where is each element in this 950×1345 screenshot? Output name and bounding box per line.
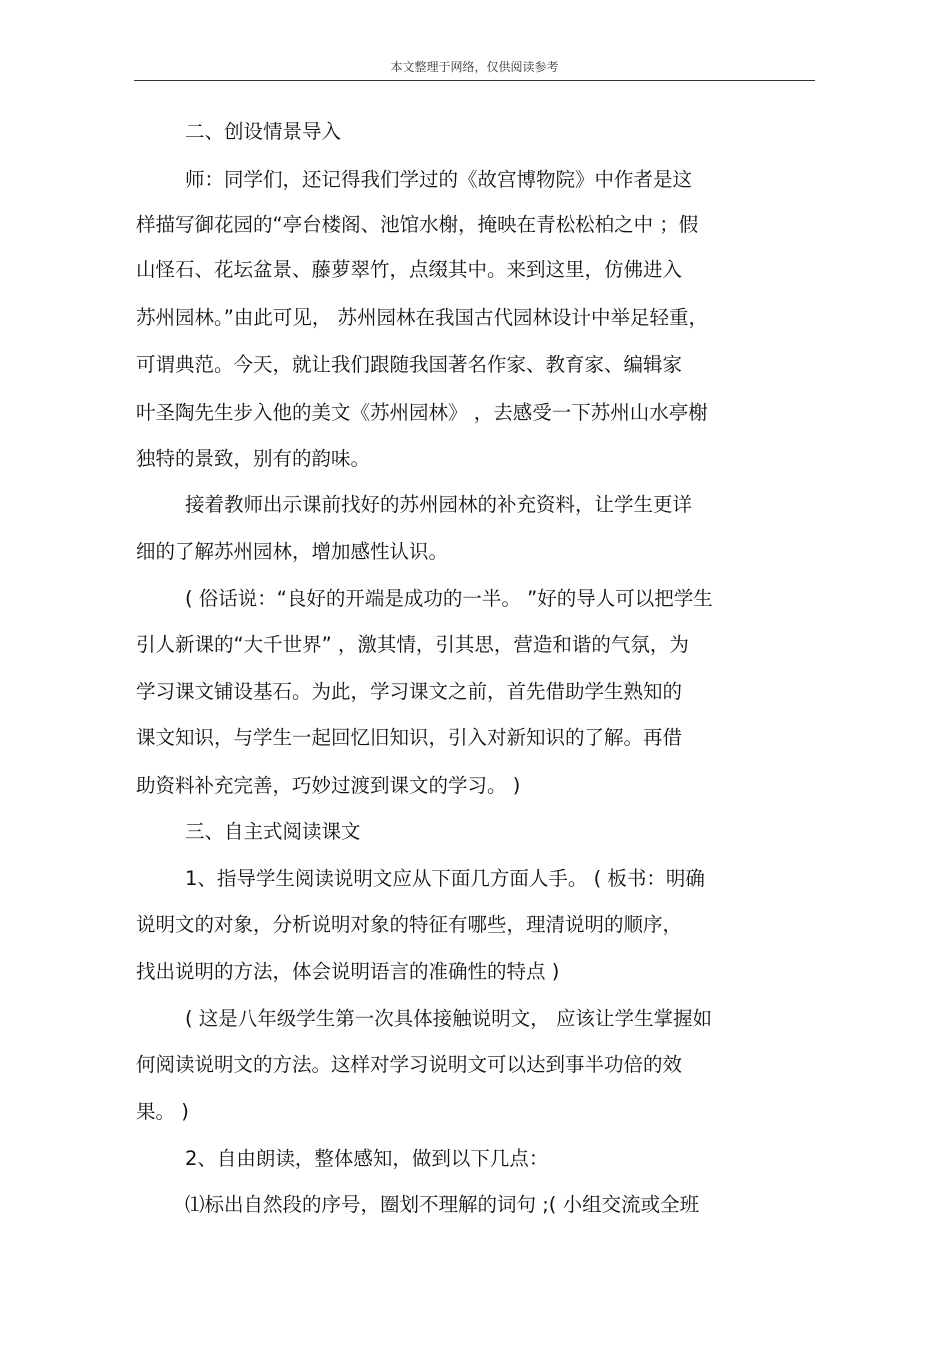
- text-line: 独特的景致，别有的韵味。: [136, 447, 371, 470]
- text-line: 2、自由朗读，整体感知，做到以下几点：: [185, 1147, 549, 1170]
- text-line: 细的了解苏州园林，增加感性认识。: [136, 540, 449, 563]
- text-line: 可谓典范。今天，就让我们跟随我国著名作家、教育家、编辑家: [136, 353, 683, 376]
- text-line: 山怪石、花坛盆景、藤萝翠竹，点缀其中。来到这里，仿佛进入: [136, 258, 683, 281]
- text-line: 1、指导学生阅读说明文应从下面几方面人手。 ( 板书：明确: [185, 867, 705, 890]
- text-line: 果。 ): [136, 1100, 189, 1123]
- text-line: 引人新课的“大千世界” ，激其情，引其思，营造和谐的气氛，为: [136, 633, 689, 656]
- text-line: 学习课文铺设基石。为此，学习课文之前，首先借助学生熟知的: [136, 680, 683, 703]
- text-line: 课文知识，与学生一起回忆旧知识，引入对新知识的了解。再借: [136, 726, 683, 749]
- header-text: 本文整理于网络，仅供阅读参考: [390, 60, 559, 74]
- text-line: 何阅读说明文的方法。这样对学习说明文可以达到事半功倍的效: [136, 1053, 683, 1076]
- text-line: ( 俗话说：“良好的开端是成功的一半。 ”好的导人可以把学生: [185, 587, 713, 610]
- section-heading-3: 三、自主式阅读课文: [185, 820, 361, 843]
- section-heading-2: 二、创设情景导入: [185, 120, 342, 143]
- text-line: 样描写御花园的“亭台楼阁、池馆水榭，掩映在青松松柏之中 ；假: [136, 213, 699, 236]
- text-line: 苏州园林。”由此可见， 苏州园林在我国古代园林设计中举足轻重，: [136, 306, 709, 329]
- text-line: 接着教师出示课前找好的苏州园林的补充资料，让学生更详: [185, 493, 693, 516]
- text-line: ( 这是八年级学生第一次具体接触说明文， 应该让学生掌握如: [185, 1007, 713, 1030]
- text-line: 师：同学们，还记得我们学过的《故宫博物院》中作者是这: [185, 168, 693, 191]
- text-line: 找出说明的方法，体会说明语言的准确性的特点 ): [136, 960, 560, 983]
- text-line: 助资料补充完善，巧妙过渡到课文的学习。 ): [136, 774, 521, 797]
- text-line: 说明文的对象，分析说明对象的特征有哪些，理清说明的顺序，: [136, 913, 683, 936]
- text-line: 叶圣陶先生步入他的美文《苏州园林》 ，去感受一下苏州山水亭榭: [136, 401, 708, 424]
- text-line: ⑴标出自然段的序号，圈划不理解的词句 ;( 小组交流或全班: [185, 1193, 700, 1216]
